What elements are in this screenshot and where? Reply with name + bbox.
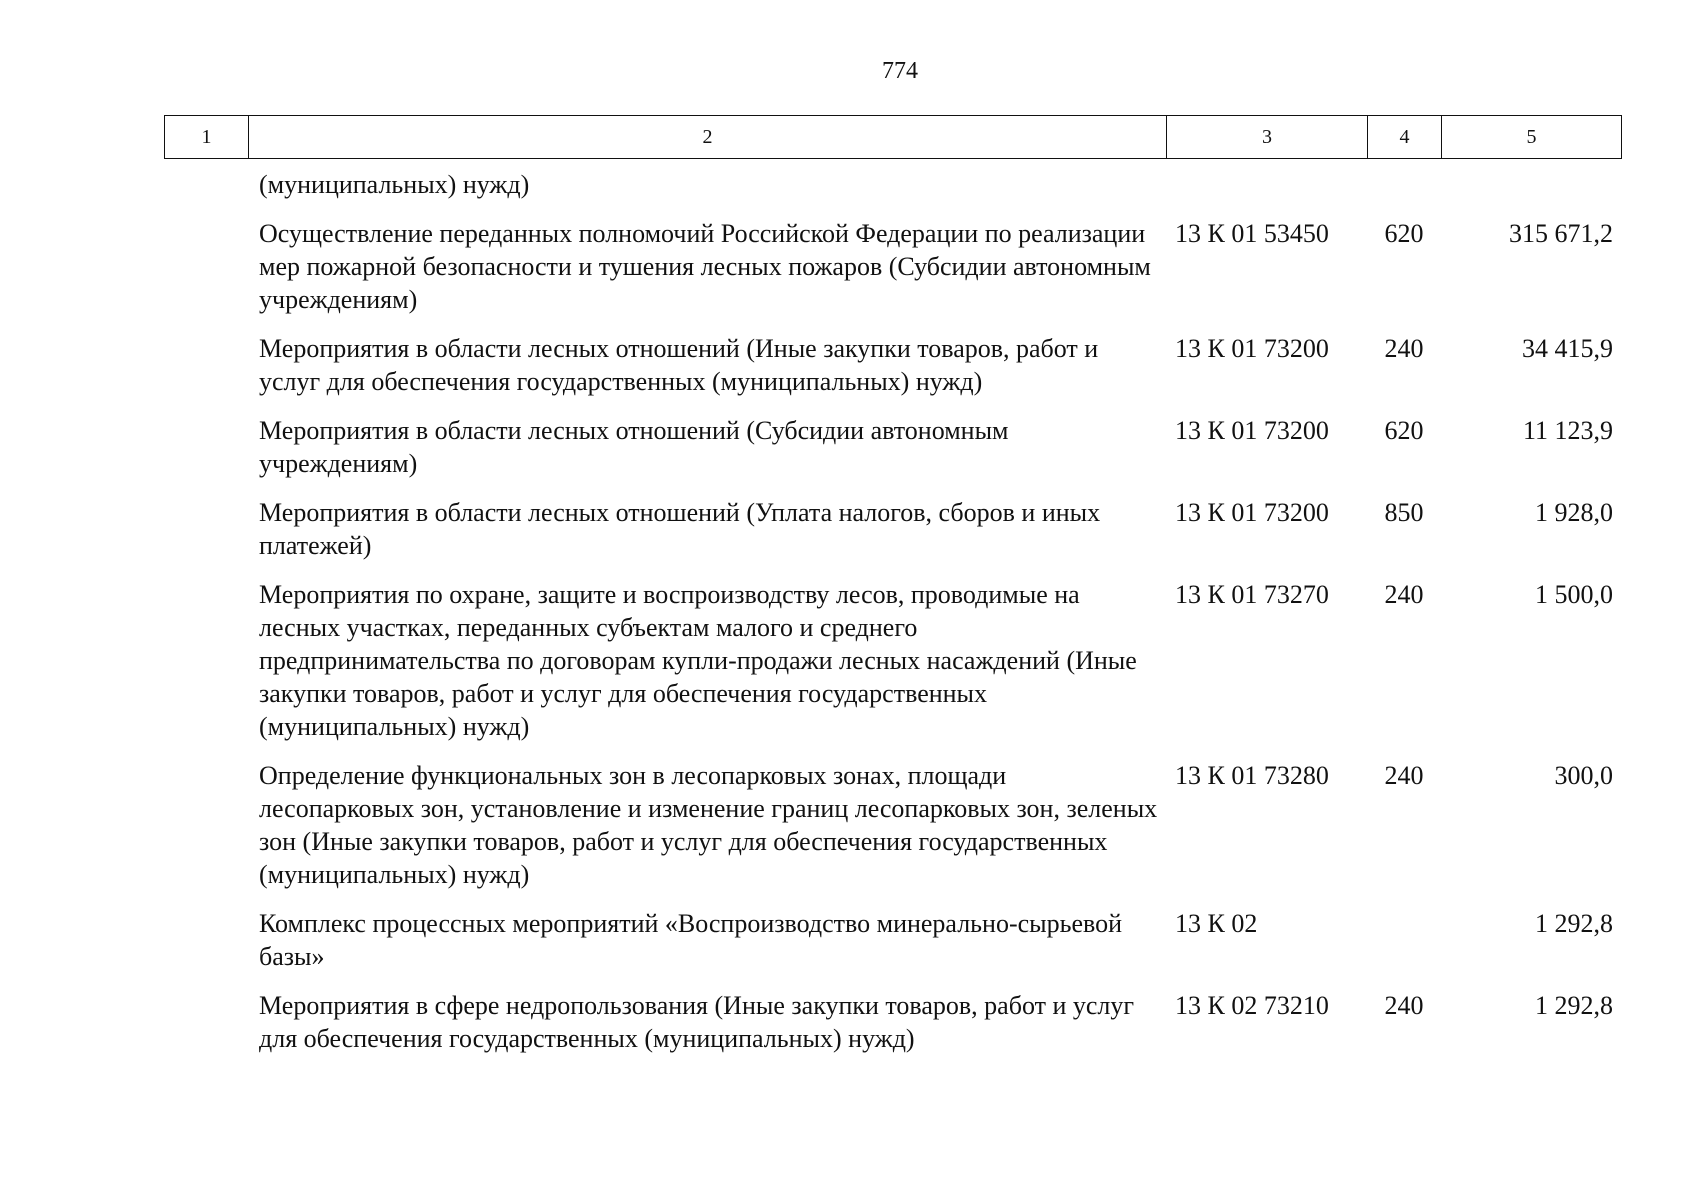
table-row [164, 168, 1621, 217]
table-row [164, 217, 1621, 332]
column-header-3: 3 [1167, 116, 1368, 159]
row-code: 13 К 01 73270 [1175, 580, 1329, 609]
table-row [164, 989, 1621, 1071]
row-code: 13 К 01 73200 [1175, 416, 1329, 445]
row-amount: 300,0 [1554, 761, 1613, 790]
row-name: Мероприятия в области лесных отношений (Иные закупки товаров, работ и услуг для обеспечения государственных (муниципальных) нужд) [259, 334, 1099, 396]
row-name: Мероприятия в области лесных отношений (Субсидии автономным учреждениям) [259, 416, 1009, 478]
row-name: (муниципальных) нужд) [259, 170, 530, 199]
row-amount: 1 292,8 [1535, 909, 1613, 938]
table-row [164, 907, 1621, 989]
row-name: Комплекс процессных мероприятий «Воспроизводство минерально-сырьевой базы» [259, 909, 1123, 971]
column-header-5: 5 [1442, 116, 1622, 159]
row-name: Определение функциональных зон в лесопарковых зонах, площади лесопарковых зон, установление и изменение границ лесопарковых зон, зеленых зон (Иные закупки товаров, работ и услуг для обеспечения государственных (муниципальных) нужд) [259, 761, 1158, 889]
row-expense-type: 240 [1384, 580, 1424, 609]
row-code: 13 К 01 73280 [1175, 761, 1329, 790]
table-row [164, 759, 1621, 907]
row-code: 13 К 02 [1175, 909, 1258, 938]
row-expense-type: 240 [1384, 761, 1424, 790]
row-expense-type: 850 [1384, 498, 1424, 527]
row-expense-type: 620 [1384, 219, 1424, 248]
row-amount: 1 928,0 [1535, 498, 1613, 527]
column-header-1: 1 [165, 116, 249, 159]
row-code: 13 К 01 73200 [1175, 498, 1329, 527]
row-name: Мероприятия в сфере недропользования (Иные закупки товаров, работ и услуг для обеспечения государственных (муниципальных) нужд) [259, 991, 1135, 1053]
row-expense-type: 620 [1384, 416, 1424, 445]
row-amount [1441, 168, 1621, 217]
table-row [164, 496, 1621, 578]
row-expense-type [1367, 907, 1441, 989]
table-row [164, 578, 1621, 759]
row-expense-type [1367, 168, 1441, 217]
column-header-2: 2 [249, 116, 1167, 159]
row-name: Осуществление переданных полномочий Российской Федерации по реализации мер пожарной безопасности и тушения лесных пожаров (Субсидии автономным учреждениям) [259, 219, 1151, 314]
column-header-table [164, 115, 1622, 159]
row-amount: 11 123,9 [1522, 416, 1613, 445]
table-row [164, 414, 1621, 496]
budget-table [164, 168, 1621, 1071]
row-code: 13 К 02 73210 [1175, 991, 1329, 1020]
table-row [164, 332, 1621, 414]
row-amount: 1 292,8 [1535, 991, 1613, 1020]
column-header-4: 4 [1368, 116, 1442, 159]
row-code: 13 К 01 53450 [1175, 219, 1329, 248]
row-expense-type: 240 [1384, 991, 1424, 1020]
row-name: Мероприятия по охране, защите и воспроизводству лесов, проводимые на лесных участках, переданных субъектам малого и среднего предпринимательства по договорам купли-продажи лесных насаждений (Иные закупки товаров, работ и услуг для обеспечения государственных (муниципальных) нужд) [259, 580, 1137, 741]
column-header-row [165, 116, 1622, 159]
row-amount: 34 415,9 [1522, 334, 1613, 363]
page-number: 774 [882, 58, 918, 84]
row-amount: 315 671,2 [1509, 219, 1613, 248]
row-code: 13 К 01 73200 [1175, 334, 1329, 363]
row-name: Мероприятия в области лесных отношений (Уплата налогов, сборов и иных платежей) [259, 498, 1101, 560]
row-expense-type: 240 [1384, 334, 1424, 363]
row-amount: 1 500,0 [1535, 580, 1613, 609]
row-code [1166, 168, 1367, 217]
